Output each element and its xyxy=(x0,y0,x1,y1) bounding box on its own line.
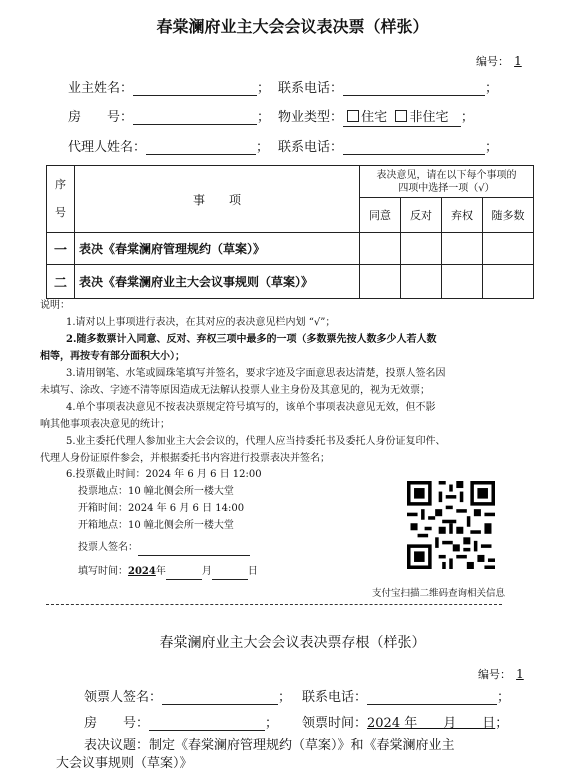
separator: ； xyxy=(497,690,511,705)
separator: ； xyxy=(257,81,271,96)
opinion-header-line1: 表决意见，请在以下每个事项的 xyxy=(376,169,517,181)
row-item: 表决《春棠澜府管理规约（草案）》 xyxy=(75,233,360,265)
stub-receive-time-label: 领票时间： xyxy=(302,716,368,731)
vote-cell-agree[interactable] xyxy=(360,265,401,299)
stub-phone-field[interactable] xyxy=(302,686,510,705)
stub-serial-label: 编号： xyxy=(478,668,511,681)
agent-phone-blank[interactable] xyxy=(343,140,485,155)
note-3-line2: 未填写、涂改、字迹不清等原因造成无法解认投票人业主身份及其意见的，视为无效票； xyxy=(40,385,430,396)
room-blank[interactable] xyxy=(133,110,257,125)
vote-cell-abstain[interactable] xyxy=(442,233,483,265)
owner-phone-field[interactable] xyxy=(278,77,498,96)
separator: ； xyxy=(257,110,271,125)
vote-cell-oppose[interactable] xyxy=(401,265,442,299)
separator: ； xyxy=(485,81,499,96)
option-agree-header: 同意 xyxy=(360,198,401,233)
serial-label: 编号： xyxy=(476,55,509,68)
stub-phone-label: 联系电话： xyxy=(302,690,368,705)
stub-topic-line1: 表决议题：制定《春棠澜府管理规约（草案）》和《春棠澜府业主 xyxy=(84,738,455,753)
serial-number xyxy=(476,50,522,69)
cut-line xyxy=(46,604,502,605)
owner-phone-label: 联系电话： xyxy=(278,81,344,96)
opening-location: 开箱地点：10 幢北侧会所一楼大堂 xyxy=(78,520,234,531)
stub-serial-value: 1 xyxy=(516,667,524,681)
stub-title: 春棠澜府业主大会会议表决票存根（样张） xyxy=(159,635,426,651)
property-type-field xyxy=(278,106,474,125)
separator: ； xyxy=(460,110,474,125)
agent-name-blank[interactable] xyxy=(146,140,256,155)
row-number: 一 xyxy=(47,233,75,265)
voter-signature-blank[interactable] xyxy=(138,544,250,556)
option-oppose-header: 反对 xyxy=(401,198,442,233)
note-3-line1: 3.请用钢笔、水笔或圆珠笔填写并签名，要求字迹及字面意思表达清楚，投票人签名因 xyxy=(66,368,446,379)
note-6: 6.投票截止时间：2024 年 6 月 6 日 12:00 xyxy=(66,469,262,480)
voter-signature-field[interactable] xyxy=(78,539,250,556)
item-header: 事 项 xyxy=(75,166,360,233)
room-field[interactable] xyxy=(68,106,270,125)
opinion-header-line2: 四项中选择一项（√） xyxy=(398,182,495,194)
agent-name-label: 代理人姓名： xyxy=(68,140,147,155)
voting-location: 投票地点：10 幢北侧会所一楼大堂 xyxy=(78,486,234,497)
table-row xyxy=(47,265,534,299)
separator: ； xyxy=(278,690,292,705)
fill-time-field[interactable] xyxy=(78,563,258,580)
fill-year: 2024 xyxy=(128,566,156,577)
option-majority-header: 随多数 xyxy=(483,198,534,233)
note-5-line2: 代理人身份证原件参会，并根据委托书内容进行投票表决并签名； xyxy=(40,453,330,464)
year-unit: 年 xyxy=(155,566,166,577)
opening-time: 开箱时间：2024 年 6 月 6 日 14:00 xyxy=(78,503,245,514)
stub-receiver-blank[interactable] xyxy=(162,690,278,705)
voting-table xyxy=(46,165,534,299)
day-unit: 日 xyxy=(247,566,258,577)
note-1: 1.请对以上事项进行表决，在其对应的表决意见栏内划 “√”； xyxy=(66,317,336,328)
vote-cell-agree[interactable] xyxy=(360,233,401,265)
note-4-line1: 4.单个事项表决意见不按表决票规定符号填写的，该单个事项表决意见无效，但不影 xyxy=(66,402,436,413)
nonresidential-checkbox[interactable] xyxy=(395,110,407,122)
residential-label: 住宅 xyxy=(361,110,388,125)
stub-receive-time-value: 2024 年 月 日 xyxy=(367,716,496,731)
stub-room-blank[interactable] xyxy=(149,716,265,731)
fill-day-blank[interactable] xyxy=(212,568,248,580)
note-2-line2: 相等，再按专有部分面积大小）； xyxy=(40,351,185,362)
vote-cell-majority[interactable] xyxy=(483,233,534,265)
fill-month-blank[interactable] xyxy=(166,568,202,580)
stub-receiver-field[interactable] xyxy=(84,686,291,705)
nonresidential-label: 非住宅 xyxy=(409,110,449,125)
stub-receive-time-field[interactable] xyxy=(302,712,508,731)
vote-cell-majority[interactable] xyxy=(483,265,534,299)
stub-phone-blank[interactable] xyxy=(367,690,497,705)
separator: ； xyxy=(495,716,509,731)
stub-serial-number xyxy=(478,663,524,682)
note-2-line1: 2.随多数票计入同意、反对、弃权三项中最多的一项（多数票先按人数多少人若人数 xyxy=(66,334,437,345)
owner-phone-blank[interactable] xyxy=(343,81,485,96)
agent-phone-field[interactable] xyxy=(278,136,498,155)
option-abstain-header: 弃权 xyxy=(442,198,483,233)
serial-value: 1 xyxy=(514,54,522,68)
stub-room-field[interactable] xyxy=(84,712,278,731)
owner-name-blank[interactable] xyxy=(133,81,257,96)
seq-header xyxy=(47,166,75,233)
agent-name-field[interactable] xyxy=(68,136,269,155)
separator: ； xyxy=(256,140,270,155)
row-number: 二 xyxy=(47,265,75,299)
stub-topic-line2: 大会议事规则（草案）》 xyxy=(56,756,193,771)
form-title: 春棠澜府业主大会会议表决票（样张） xyxy=(156,17,429,36)
seq-header-top: 序 xyxy=(55,178,66,191)
stub-receiver-label: 领票人签名： xyxy=(84,690,163,705)
fill-time-label: 填写时间： xyxy=(78,566,128,577)
property-type-label: 物业类型： xyxy=(278,110,344,125)
row-item: 表决《春棠澜府业主大会议事规则（草案）》 xyxy=(75,265,360,299)
separator: ； xyxy=(485,140,499,155)
separator: ； xyxy=(265,716,279,731)
seq-header-bottom: 号 xyxy=(55,206,66,219)
month-unit: 月 xyxy=(201,566,212,577)
voter-signature-label: 投票人签名： xyxy=(78,542,138,553)
stub-room-label: 房 号： xyxy=(84,716,150,731)
note-5-line1: 5.业主委托代理人参加业主大会会议的，代理人应当持委托书及委托人身份证复印件、 xyxy=(66,436,446,447)
qr-caption: 支付宝扫描二维码查询相关信息 xyxy=(372,588,506,599)
owner-name-label: 业主姓名： xyxy=(68,81,134,96)
agent-phone-label: 联系电话： xyxy=(278,140,344,155)
room-label: 房 号： xyxy=(68,110,134,125)
residential-checkbox[interactable] xyxy=(347,110,359,122)
table-row xyxy=(47,233,534,265)
note-4-line2: 响其他事项表决意见的统计； xyxy=(40,419,170,430)
opinion-header xyxy=(360,166,534,198)
owner-name-field[interactable] xyxy=(68,77,270,96)
notes-heading: 说明： xyxy=(40,300,70,311)
qr-code[interactable] xyxy=(407,481,495,569)
vote-cell-oppose[interactable] xyxy=(401,233,442,265)
vote-cell-abstain[interactable] xyxy=(442,265,483,299)
